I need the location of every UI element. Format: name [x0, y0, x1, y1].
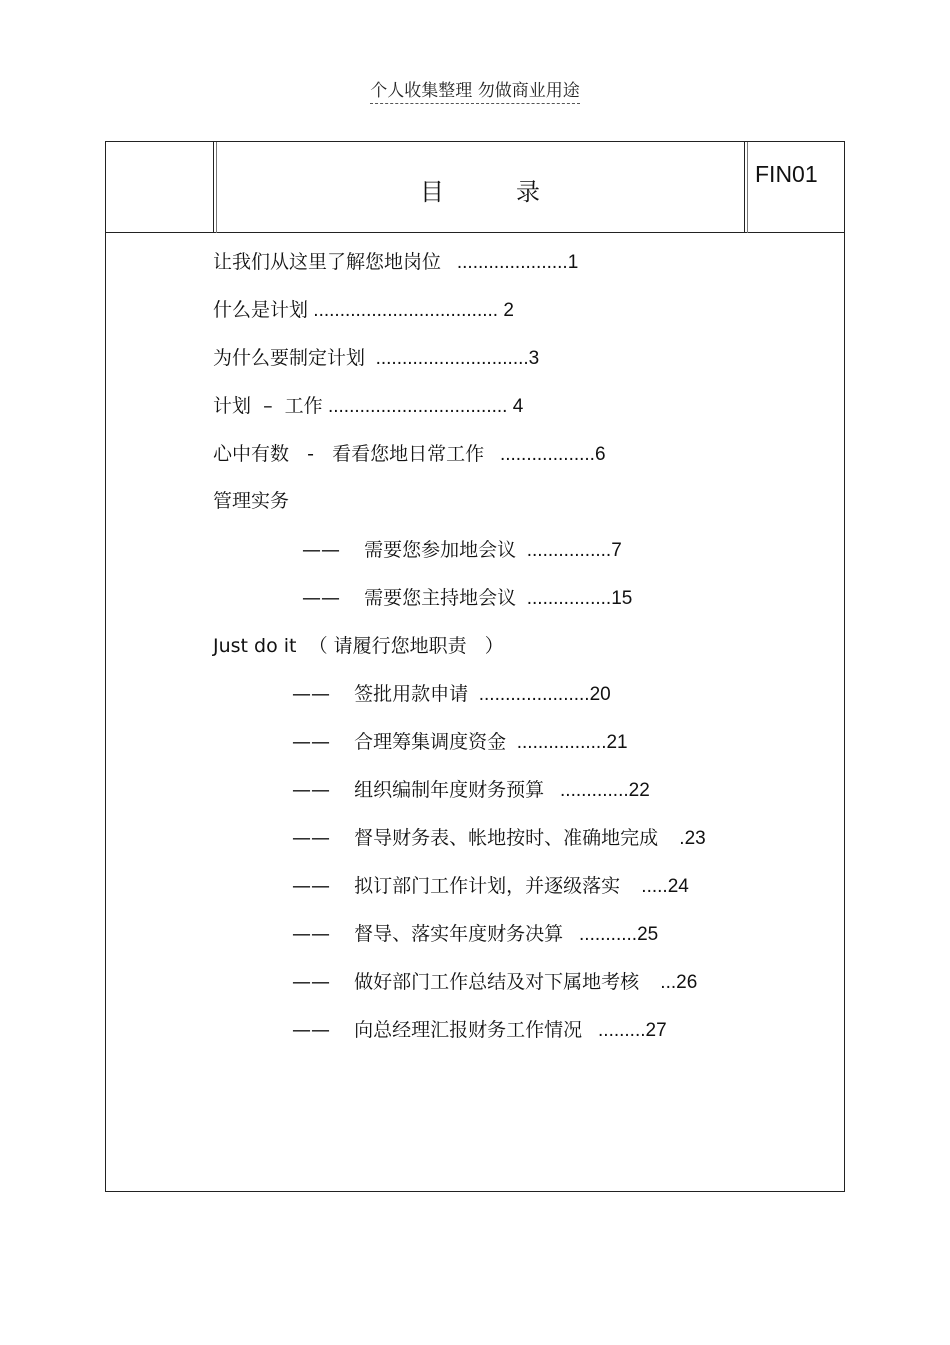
toc-title: 目录: [420, 178, 612, 206]
toc-entry[interactable]: [302, 586, 632, 611]
toc-entry[interactable]: [292, 970, 697, 995]
table-header-row: [106, 142, 844, 233]
toc-leader-dots: .............................: [365, 348, 529, 369]
toc-leader-dots: .: [658, 828, 685, 849]
watermark-header: [0, 76, 950, 101]
toc-leader-dots: .........: [582, 1020, 646, 1041]
toc-entry[interactable]: [213, 346, 539, 371]
toc-page-number: 24: [667, 876, 689, 897]
toc-entry-label: 让我们从这里了解您地岗位: [213, 251, 442, 273]
toc-entry-label: —— 需要您参加地会议: [302, 539, 517, 561]
toc-page-number: 6: [594, 444, 606, 465]
toc-entry[interactable]: [292, 730, 628, 755]
toc-leader-dots: ..................................: [322, 396, 508, 417]
toc-leader-dots: .....................: [468, 684, 590, 705]
toc-entry[interactable]: [213, 298, 514, 323]
toc-entry-label: 什么是计划: [213, 299, 309, 321]
toc-entry[interactable]: [292, 778, 650, 803]
toc-entry[interactable]: [213, 489, 289, 513]
watermark-text: 个人收集整理 勿做商业用途: [370, 81, 579, 104]
toc-entry[interactable]: [292, 1018, 667, 1043]
toc-leader-dots: ...................................: [308, 300, 499, 321]
toc-page-number: 20: [589, 684, 611, 705]
toc-leader-dots: ..................: [484, 444, 595, 465]
toc-entry-label: 心中有数 - 看看您地日常工作: [213, 443, 485, 465]
toc-entry[interactable]: [292, 826, 706, 851]
toc-page-number: 1: [567, 252, 579, 273]
column-divider: [747, 142, 748, 233]
toc-entry[interactable]: [213, 250, 578, 275]
toc-entry-label: 管理实务: [213, 490, 290, 512]
toc-page-number: 21: [606, 732, 628, 753]
toc-entry-label: —— 做好部门工作总结及对下属地考核: [292, 971, 640, 993]
toc-leader-dots: ...........: [563, 924, 638, 945]
toc-entry-label: —— 合理筹集调度资金: [292, 731, 507, 753]
toc-entry-label: —— 向总经理汇报财务工作情况: [292, 1019, 583, 1041]
toc-leader-dots: .............: [544, 780, 629, 801]
toc-page-number: 4: [507, 396, 524, 417]
toc-page-number: 2: [498, 300, 514, 321]
toc-entry[interactable]: [213, 394, 523, 419]
toc-entry-label: 计划 – 工作: [213, 395, 323, 417]
toc-entry-label: —— 拟订部门工作计划，并逐级落实: [292, 875, 621, 897]
toc-page-number: 25: [637, 924, 659, 945]
toc-entry[interactable]: [213, 634, 504, 658]
toc-leader-dots: .....................: [441, 252, 568, 273]
toc-entry-label: Just do it （ 请履行您地职责 ）: [213, 635, 504, 657]
toc-page-number: 3: [528, 348, 540, 369]
toc-page-number: 23: [684, 828, 706, 849]
toc-leader-dots: .....: [620, 876, 668, 897]
toc-page-number: 27: [645, 1020, 667, 1041]
toc-entry-label: 为什么要制定计划: [213, 347, 366, 369]
column-divider: [744, 142, 745, 233]
toc-entry-label: —— 督导财务表、帐地按时、准确地完成: [292, 827, 659, 849]
toc-entry[interactable]: [302, 538, 622, 563]
toc-entry[interactable]: [292, 682, 611, 707]
document-code: FIN01: [755, 161, 818, 187]
toc-entry[interactable]: [292, 922, 658, 947]
toc-entry-label: —— 签批用款申请: [292, 683, 469, 705]
toc-leader-dots: ................: [516, 540, 612, 561]
toc-page-number: 22: [628, 780, 650, 801]
toc-page-number: 7: [611, 540, 622, 561]
column-divider: [213, 142, 214, 233]
toc-entry-label: —— 组织编制年度财务预算: [292, 779, 545, 801]
toc-entry-label: —— 需要您主持地会议: [302, 587, 517, 609]
toc-entry[interactable]: [292, 874, 689, 899]
toc-entry[interactable]: [213, 442, 606, 467]
toc-leader-dots: ................: [516, 588, 612, 609]
toc-page-number: 15: [611, 588, 633, 609]
toc-leader-dots: .................: [506, 732, 607, 753]
toc-page-number: 26: [676, 972, 698, 993]
toc-entry-label: —— 督导、落实年度财务决算: [292, 923, 564, 945]
toc-leader-dots: ...: [639, 972, 677, 993]
